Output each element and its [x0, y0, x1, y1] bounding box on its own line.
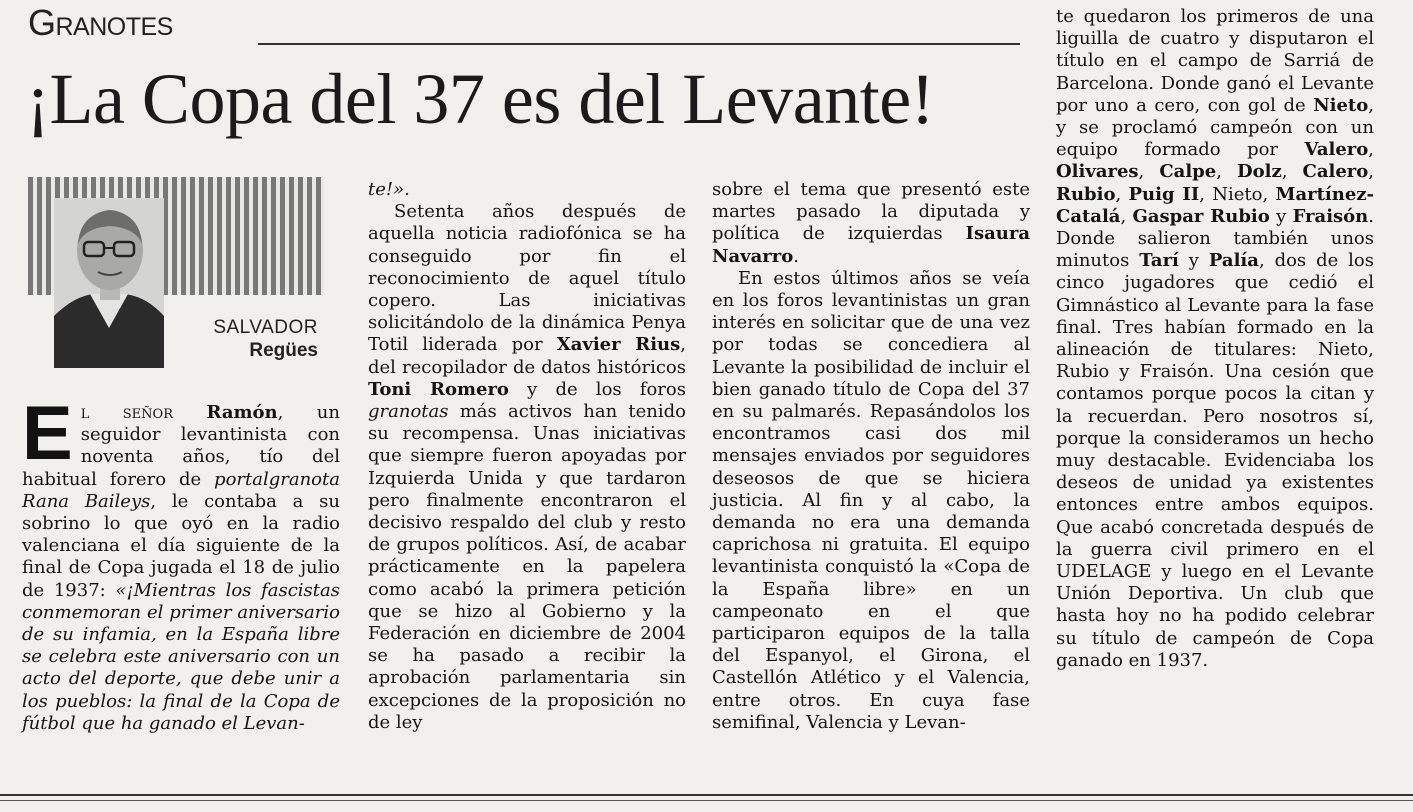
drop-cap: E	[22, 391, 73, 476]
article-column-1: El señor Ramón, un seguidor levantinista con noventa años, tío del habitual forero de portalgranota Rana Baileys, le contaba a su sobrino lo que oyó en la radio valenciana el día siguiente de la final de Copa jugada el 18 de julio de 1937: «¡Mientras los fascistas conmemoran el primer aniversario de su infamia, en la España libre se celebra este aniversario con un acto del deporte, que debe unir a los pueblos: la final de la Copa de fútbol que ha ganado el Levan-	[22, 391, 340, 734]
article-column-3: sobre el tema que presentó este martes pasado la diputada y política de izquierdas Isaura Navarro. En estos últimos años se veía en los foros levantinistas un gran interés en solicitar que de una vez por todas se concediera al Levante la posibilidad de incluir el bien ganado título de Copa del 37 en su palmarés. Repasándolos los encontramos casi dos mil mensajes enviados por seguidores deseosos de que se hiciera justicia. Al fin y al cabo, la demanda no era una demanda caprichosa ni gratuita. El equipo levantinista conquistó la «Copa de la España libre» en un campeonato en el que participaron equipos de la talla del Espanyol, el Girona, el Castellón Atlético y el Valencia, entre otros. En cuya fase semifinal, Valencia y Levan-	[712, 179, 1030, 733]
author-byline	[164, 316, 318, 362]
author-first-name: SALVADOR	[213, 317, 318, 338]
footer-rule-thin	[0, 800, 1413, 801]
section-title: Granotes	[28, 2, 173, 43]
article-column-4: te quedaron los primeros de una liguilla de cuatro y disputaron el título en el campo de Sarriá de Barcelona. Donde ganó el Levante por uno a cero, con gol de Nieto, y se proclamó campeón con un equipo formado por Valero, Olivares, Calpe, Dolz, Calero, Rubio, Puig II, Nieto, Martínez-Catalá, Gaspar Rubio y Fraisón. Donde salieron también unos minutos Tarí y Palía, dos de los cinco jugadores que cedió el Gimnástico al Levante para la fase final. Tres habían formado en la alineación de titulares: Nieto, Rubio y Fraisón. Una cesión que contamos porque pocos la citan y la recuerdan. Pero nosotros sí, porque la consideramos un hecho muy destacable. Evidenciaba los deseos de unidad ya existentes entonces entre ambos equipos. Que acabó concretada después de la guerra civil primero en el UDELAGE y luego en el Levante Unión Deportiva. Un club que hasta hoy no ha podido celebrar su título de campeón de Copa ganado en 1937.	[1056, 6, 1375, 671]
author-photo	[54, 198, 164, 368]
footer-rule	[0, 794, 1413, 796]
radio-quote: «¡Mientras los fascistas conmemoran el primer aniversario de su infamia, en la España libre se celebra este aniversario con un acto del deporte, que debe unir a los pueblos: la final de la Copa de fútbol que ha ganado el Levan-	[22, 579, 340, 734]
article-column-2: te!». Setenta años después de aquella noticia radiofónica se ha conseguido por fin el reconocimiento de aquel título copero. Las iniciativas solicitándolo de la dinámica Penya Totil liderada por Xavier Rius, del recopilador de datos históricos Toni Romero y de los foros granotas más activos han tenido su recompensa. Unas iniciativas que siempre fueron apoyadas por Izquierda Unida y que tardaron pero finalmente encontraron el decisivo respaldo del club y resto de grupos políticos. Así, de acabar prácticamente en la papelera como acabó la primera petición que se hizo al Gobierno y la Federación en diciembre de 2004 se ha pasado a recibir la aprobación parlamentaria sin excepciones de la proposición no de ley	[368, 179, 686, 733]
author-last-name: Regües	[249, 340, 318, 361]
headline: ¡La Copa del 37 es del Levante!	[26, 59, 935, 139]
paragraph-foros: En estos últimos años se veía en los foros levantinistas un gran interés en solicitar que de una vez por todas se concediera al Levante la posibilidad de incluir el bien ganado título de Copa del 37 en su palmarés. Repasándolos los encontramos casi dos mil mensajes enviados por seguidores deseosos de que se hiciera justicia. Al fin y al cabo, la demanda no era una demanda caprichosa ni gratuita. El equipo levantinista conquistó la «Copa de la España libre» en un campeonato en el que participaron equipos de la talla del Espanyol, el Girona, el Castellón Atlético y el Valencia, entre otros. En cuya fase semifinal, Valencia y Levan-	[712, 267, 1030, 733]
radio-quote-end: te!».	[368, 179, 410, 200]
section-rule	[258, 43, 1020, 45]
